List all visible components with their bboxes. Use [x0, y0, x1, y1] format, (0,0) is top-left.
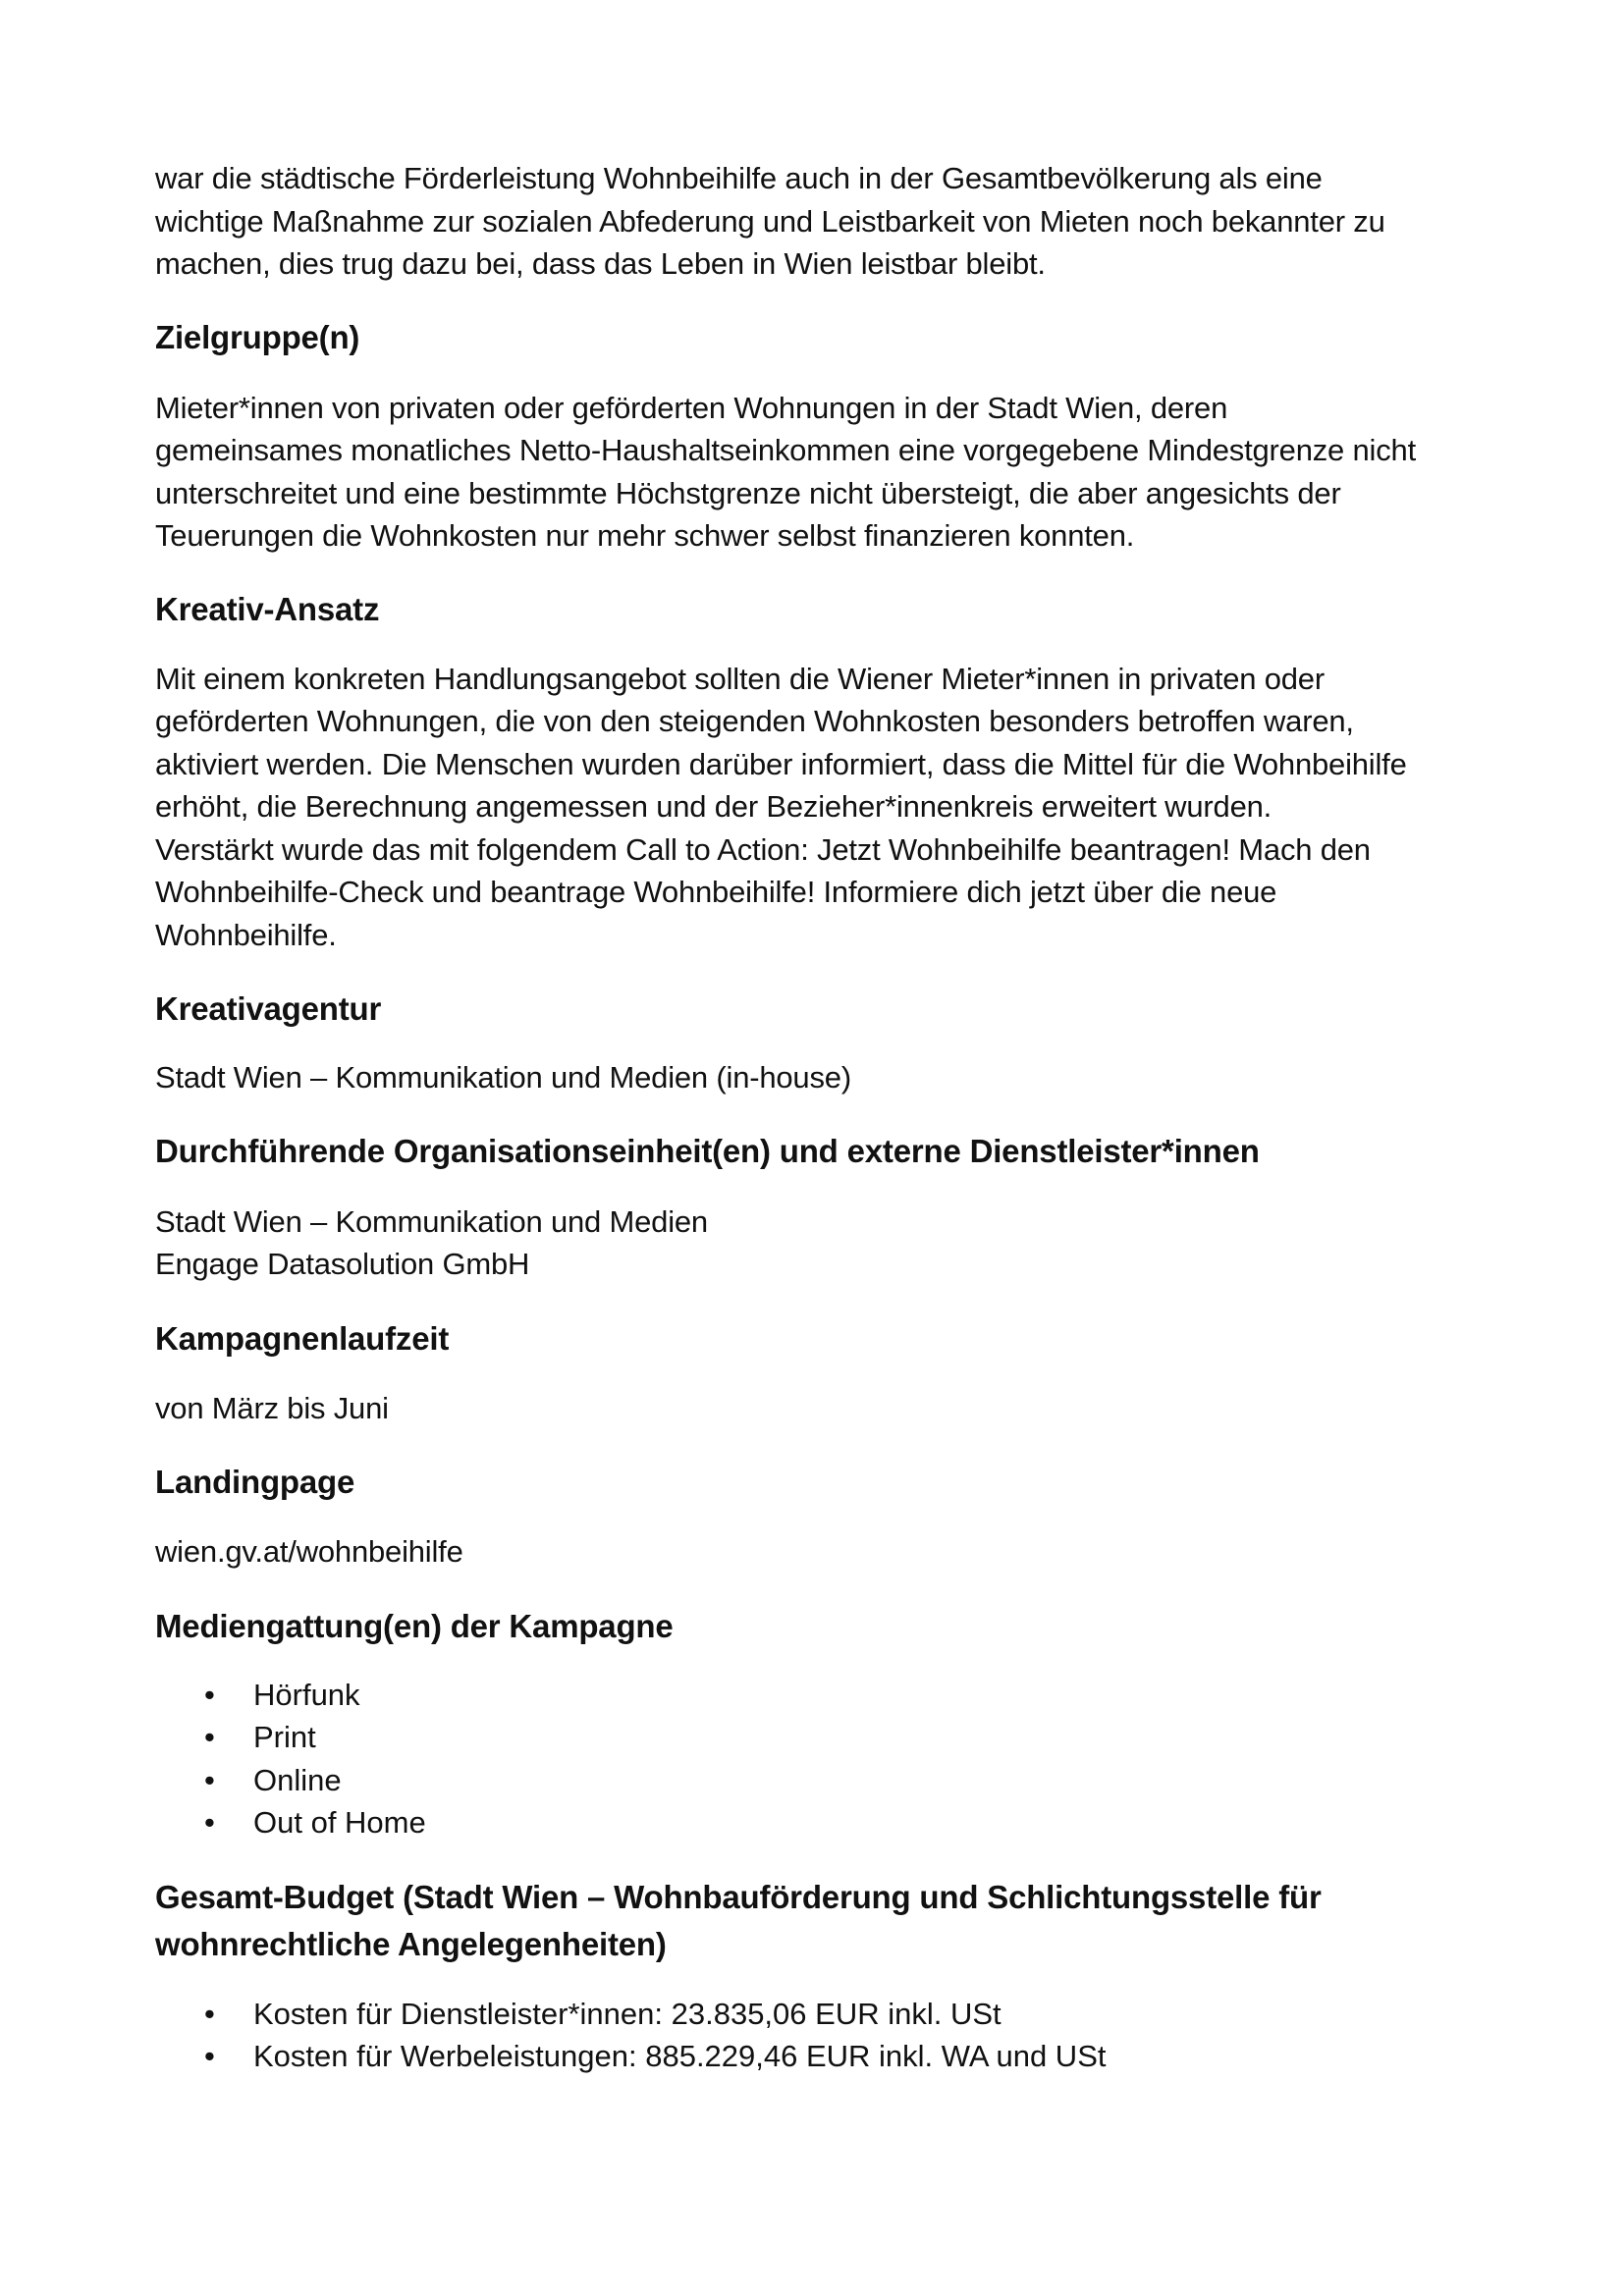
list-item-label: Online: [253, 1762, 342, 1797]
kreativagentur-paragraph: Stadt Wien – Kommunikation und Medien (in-house): [155, 1060, 851, 1095]
bullet-icon: •: [204, 1762, 215, 1797]
heading-gesamt-budget: [155, 1874, 1481, 1968]
kampagnenlaufzeit-paragraph: von März bis Juni: [155, 1390, 389, 1425]
heading-landingpage: Landingpage: [155, 1464, 355, 1500]
list-item: [155, 1993, 1481, 2036]
list-item: [155, 1674, 1481, 1717]
heading-kreativagentur: Kreativagentur: [155, 990, 382, 1027]
bullet-icon: •: [204, 1996, 215, 2031]
heading-zielgruppe: Zielgruppe(n): [155, 318, 360, 355]
bullet-icon: •: [204, 2039, 215, 2073]
bullet-icon: •: [204, 1805, 215, 1840]
heading-kreativ-ansatz: Kreativ-Ansatz: [155, 590, 380, 627]
document-page: [155, 157, 1481, 2078]
bullet-icon: •: [204, 1677, 215, 1712]
heading-gesamt-budget-line1: Gesamt-Budget (Stadt Wien – Wohnbauförderung und Schlichtungsstelle für: [155, 1878, 1322, 1915]
list-item: [155, 2035, 1481, 2078]
heading-organisation: Durchführende Organisationseinheit(en) und externe Dienstleister*innen: [155, 1132, 1260, 1169]
heading-kampagnenlaufzeit: Kampagnenlaufzeit: [155, 1319, 450, 1357]
organisation-paragraph: Stadt Wien – Kommunikation und Medien Engage Datasolution GmbH: [155, 1203, 708, 1281]
list-item-label: Out of Home: [253, 1805, 426, 1840]
heading-gesamt-budget-line2: wohnrechtliche Angelegenheiten): [155, 1925, 667, 1962]
list-item: [155, 1716, 1481, 1759]
intro-paragraph: war die städtische Förderleistung Wohnbeihilfe auch in der Gesamtbevölkerung als eine wichtige Maßnahme zur sozialen Abfederung und Leistbarkeit von Mieten noch bekannter zu machen, dies trug dazu bei, dass das Leben in Wien leistbar bleibt.: [155, 161, 1385, 281]
list-item: [155, 1801, 1481, 1844]
list-item-label: Kosten für Werbeleistungen: 885.229,46 EUR inkl. WA und USt: [253, 2039, 1107, 2073]
bullet-icon: •: [204, 1720, 215, 1754]
heading-mediengattungen: Mediengattung(en) der Kampagne: [155, 1607, 674, 1644]
list-item-label: Hörfunk: [253, 1677, 360, 1712]
list-item: [155, 1759, 1481, 1802]
landingpage-paragraph: wien.gv.at/wohnbeihilfe: [155, 1534, 463, 1569]
zielgruppe-paragraph: Mieter*innen von privaten oder geförderten Wohnungen in der Stadt Wien, deren gemeinsames monatliches Netto-Haushaltseinkommen eine vorgegebene Mindestgrenze nicht unterschreitet und eine bestimmte Höchstgrenze nicht übersteigt, die aber angesichts der Teuerungen die Wohnkosten nur mehr schwer selbst finanzieren konnten.: [155, 390, 1416, 553]
list-item-label: Kosten für Dienstleister*innen: 23.835,06 EUR inkl. USt: [253, 1996, 1001, 2031]
kreativ-ansatz-paragraph: Mit einem konkreten Handlungsangebot sollten die Wiener Mieter*innen in privaten oder geförderten Wohnungen, die von den steigenden Wohnkosten besonders betroffen waren, aktiviert werden. Die Menschen wurden darüber informiert, dass die Mittel für die Wohnbeihilfe erhöht, die Berechnung angemessen und der Bezieher*innenkreis erweitert wurden. Verstärkt wurde das mit folgendem Call to Action: Jetzt Wohnbeihilfe beantragen! Mach den Wohnbeihilfe-Check und beantrage Wohnbeihilfe! Informiere dich jetzt über die neue Wohnbeihilfe.: [155, 661, 1407, 952]
mediengattungen-list: [155, 1674, 1481, 1844]
list-item-label: Print: [253, 1720, 316, 1754]
budget-list: [155, 1993, 1481, 2078]
